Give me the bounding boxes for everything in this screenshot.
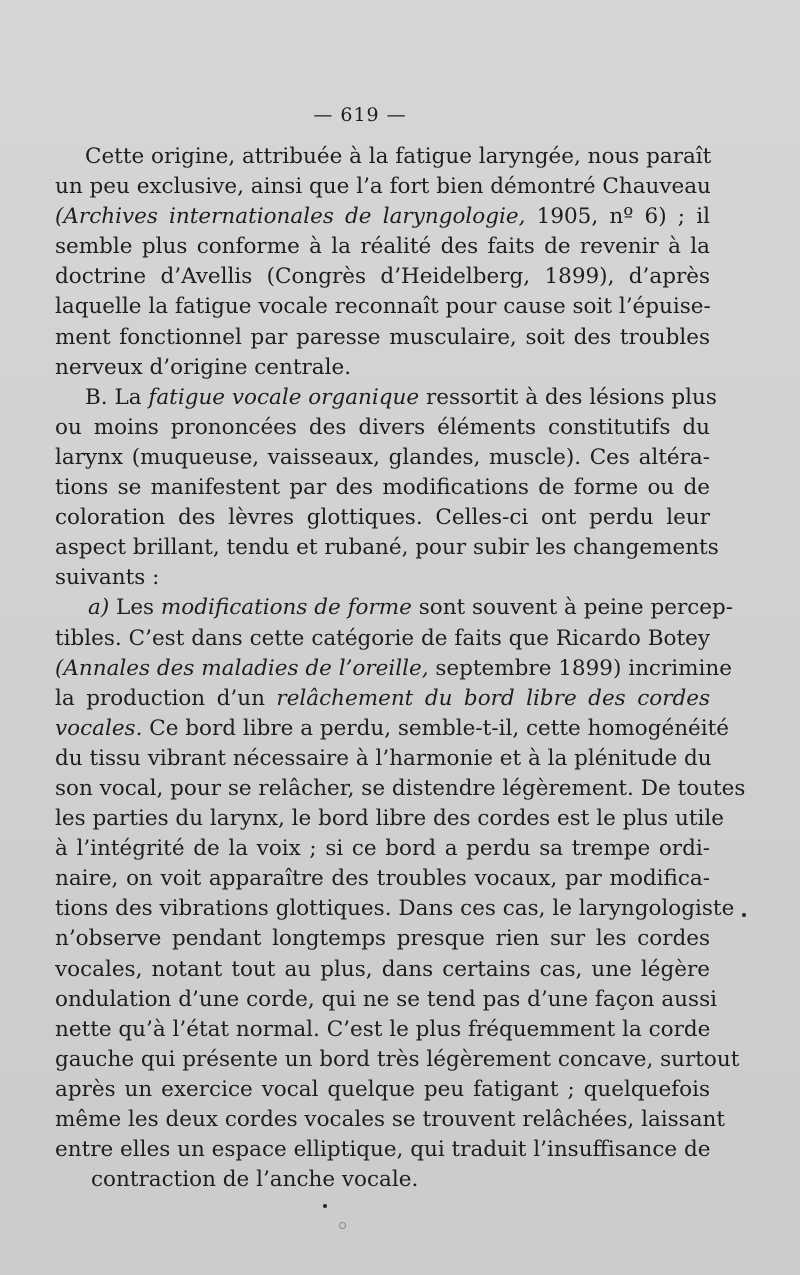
- text-run: Cette origine, attribuée à la fatigue laryngée, nous paraît: [85, 144, 712, 169]
- text-run: même les deux cordes vocales se trouvent relâchées, laissant: [55, 1107, 726, 1132]
- text-line: [55, 654, 732, 684]
- italic-run: (Archives internationales de laryngologie,: [55, 204, 526, 230]
- text-line: [55, 503, 710, 533]
- text-line: [55, 142, 710, 172]
- text-run: contraction de l’anche vocale.: [91, 1167, 419, 1193]
- text-run: septembre 1899) incrimine: [428, 655, 732, 681]
- text-run: ondulation d’une corde, qui ne se tend pas d’une façon aussi: [55, 986, 717, 1012]
- text-run: doctrine d’Avellis (Congrès d’Heidelberg, 1899), d’après: [55, 264, 710, 290]
- text-run: ou moins prononcées des divers éléments constitutifs du: [55, 414, 710, 440]
- text-run: sont souvent à peine percep-: [411, 595, 734, 621]
- text-run: B. La: [85, 384, 149, 410]
- text-run: vocales, notant tout au plus, dans certains cas, une légère: [55, 956, 710, 982]
- text-line: [55, 684, 710, 714]
- text-line: [55, 1015, 710, 1045]
- ink-speck: [742, 913, 746, 917]
- text-run: semble plus conforme à la réalité des faits de revenir à la: [55, 234, 710, 260]
- text-run: entre elles un espace elliptique, qui traduit l’insuffisance de: [55, 1137, 711, 1163]
- text-run: 1905, nº 6) ; il: [525, 204, 711, 230]
- text-line: [55, 624, 710, 654]
- text-run: laquelle la fatigue vocale reconnaît pour cause soit l’épuise-: [55, 294, 711, 320]
- text-run: aspect brillant, tendu et rubané, pour subir les changements: [55, 535, 719, 561]
- text-line: [55, 834, 710, 864]
- italic-run: modifications de forme: [160, 595, 412, 621]
- text-run: du tissu vibrant nécessaire à l’harmonie et à la plénitude du: [55, 745, 712, 771]
- ink-speck: [323, 1204, 327, 1208]
- italic-run: vocales.: [55, 715, 143, 741]
- text-line: [55, 1045, 740, 1075]
- text-run: tions des vibrations glottiques. Dans ces cas, le laryngologiste: [55, 896, 735, 922]
- text-line: [55, 172, 710, 202]
- text-line: [55, 413, 710, 443]
- text-line: [55, 1075, 710, 1105]
- text-line: [55, 353, 710, 383]
- text-run: suivants :: [55, 565, 160, 591]
- text-line: [55, 714, 730, 744]
- text-line: [55, 473, 710, 503]
- text-line: [55, 1105, 726, 1135]
- text-run: la production d’un: [55, 685, 277, 711]
- text-line: [55, 533, 719, 563]
- text-run: son vocal, pour se relâcher, se distendre légèrement. De toutes: [55, 775, 746, 801]
- text-run: ressortit à des lésions plus: [419, 384, 717, 410]
- text-line: [55, 774, 746, 804]
- text-line: [55, 292, 710, 322]
- text-run: naire, on voit apparaître des troubles vocaux, par modifica-: [55, 866, 710, 892]
- text-run: nette qu’à l’état normal. C’est le plus fréquemment la corde: [55, 1016, 711, 1042]
- text-line: [55, 955, 710, 985]
- italic-run: (Annales des maladies de l’oreille,: [55, 655, 429, 681]
- text-run: coloration des lèvres glottiques. Celles-ci ont perdu leur: [55, 505, 710, 531]
- text-line: [55, 232, 710, 262]
- text-line: [55, 563, 710, 593]
- text-line: [55, 202, 710, 232]
- text-line: [55, 262, 710, 292]
- text-run: gauche qui présente un bord très légèrement concave, surtout: [55, 1046, 740, 1072]
- text-line: [55, 985, 717, 1015]
- text-line: [55, 593, 734, 623]
- text-line: [55, 744, 710, 774]
- text-line: [55, 323, 710, 353]
- text-run: tions se manifestent par des modifications de forme ou de: [55, 475, 710, 501]
- body-text: [55, 142, 746, 1195]
- text-run: après un exercice vocal quelque peu fatigant ; quelquefois: [55, 1076, 710, 1102]
- text-run: à l’intégrité de la voix ; si ce bord a perdu sa trempe ordi-: [55, 836, 710, 862]
- text-run: tibles. C’est dans cette catégorie de faits que Ricardo Botey: [55, 625, 710, 651]
- text-run: Les: [109, 595, 161, 621]
- text-line: [55, 924, 710, 954]
- text-run: un peu exclusive, ainsi que l’a fort bien démontré Chauveau: [55, 174, 711, 200]
- text-run: Ce bord libre a perdu, semble-t-il, cette homogénéité: [142, 715, 730, 741]
- text-line: [55, 383, 717, 413]
- text-line: [55, 1165, 710, 1195]
- text-run: n’observe pendant longtemps presque rien sur les cordes: [55, 926, 710, 952]
- text-run: larynx (muqueuse, vaisseaux, glandes, muscle). Ces altéra-: [55, 444, 710, 470]
- text-line: [55, 1135, 710, 1165]
- text-run: les parties du larynx, le bord libre des cordes est le plus utile: [55, 806, 724, 832]
- text-run: ment fonctionnel par paresse musculaire, soit des troubles: [55, 324, 710, 350]
- text-line: [55, 864, 710, 894]
- page-number: — 619 —: [313, 104, 407, 126]
- text-line: [55, 804, 724, 834]
- text-line: [55, 894, 735, 924]
- italic-run: fatigue vocale organique: [148, 384, 420, 410]
- italic-run: relâchement du bord libre des cordes: [276, 685, 710, 711]
- text-run: nerveux d’origine centrale.: [55, 354, 352, 380]
- text-line: [55, 443, 710, 473]
- italic-run: a): [88, 595, 110, 621]
- ink-speck: [339, 1222, 346, 1229]
